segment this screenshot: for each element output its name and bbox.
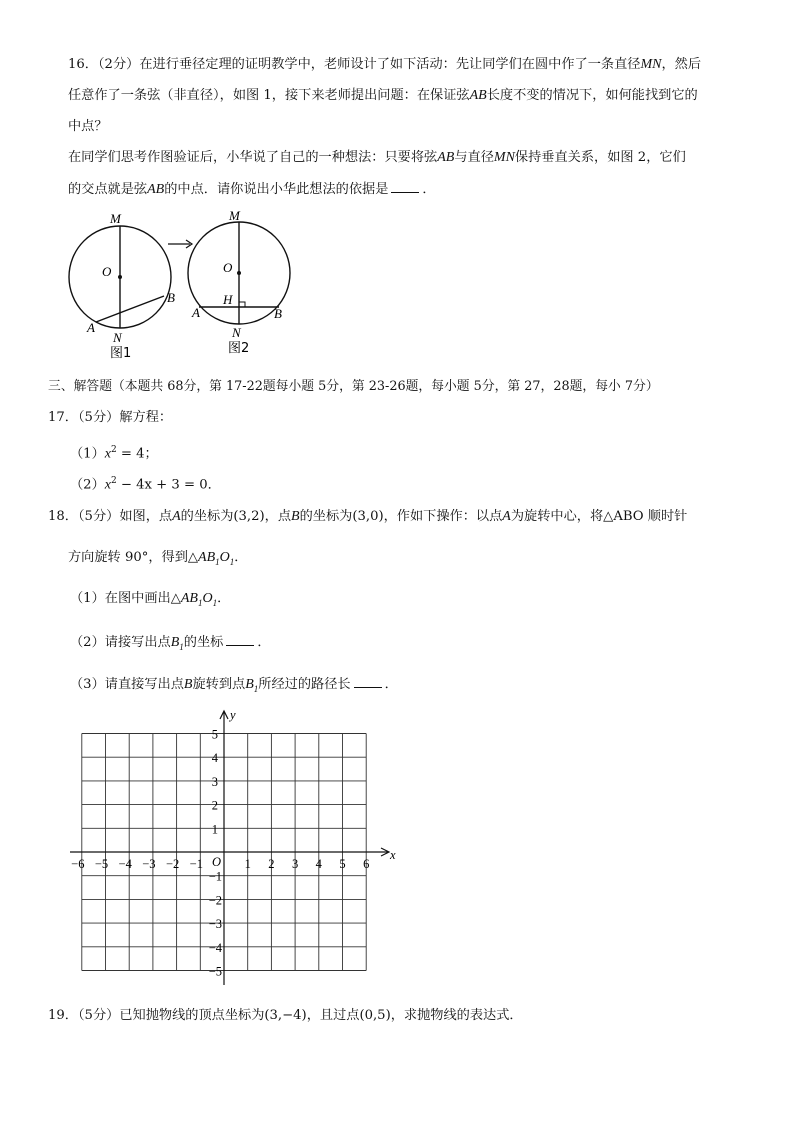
x-tick-label: −4 [118,857,132,871]
q19-point: (0,5) [359,1008,391,1023]
q16-text: 长度不变的情况下，如何能找到它的 [486,88,698,103]
q17-number: 17． [48,410,78,425]
q19-text: ，求抛物线的表达式． [390,1008,523,1023]
y-tick-label: 2 [211,798,218,813]
x-tick-label: −1 [189,857,203,871]
answer-blank [226,633,254,646]
var-b1: $B_1$ [170,635,184,652]
q19-score: （5分） [77,1008,120,1023]
var-ab: AB [469,88,487,103]
fig1-caption: 图1 [110,346,132,361]
q18-p3-text: 旋转到点 [192,677,246,692]
circle-figures [60,205,300,365]
q18-p2-label: （2） [70,635,105,650]
section-heading: 三、解答题（本题共 68分，第 17-22题每小题 5分，第 23-26题，每小题 5分，第 27，28题，每小 7分） [48,379,659,394]
x-tick-label: 3 [291,857,299,871]
q18-coord-b: (3,0) [352,509,384,524]
y-tick-label: −4 [208,940,222,955]
var-ab1o1: $AB_1O_1$ [198,550,235,567]
var-ab: AB [437,150,455,165]
q16-text: ． [422,182,436,197]
x-tick-label: −6 [71,857,85,871]
q18-text: 如图，点 [119,509,173,524]
q16-text: 保持垂直关系，如图 2，它们 [514,150,686,165]
q16-score: （2分） [97,57,140,72]
q17-part2: $(2)x^2 - 4x + 3 = 0$． [70,476,221,493]
q18-part3: （3）请直接写出点B旋转到点$B_1$所经过的路径长 ． [70,677,398,694]
q16-line4 [68,149,686,167]
q18-line1 [48,508,687,526]
q16-line2 [68,87,698,105]
q19-line [48,1007,523,1025]
var-a: A [502,509,511,524]
var-b: B [291,509,300,524]
q19-vertex: (3,−4) [264,1008,307,1023]
fig2-label-h: H [223,292,233,307]
q18-p3-text: 请直接写出点 [104,677,184,692]
q17-p1-label: （1） [70,446,105,462]
q17-part1: $(1)x^2 = 4$； [70,445,158,462]
q18-text: ，作如下操作：以点 [383,509,503,524]
q16-text: 的中点．请你说出小华此想法的依据是 [164,182,389,197]
fig2-caption: 图2 [228,341,250,356]
q16-text: 在进行垂径定理的证明教学中，老师设计了如下活动：先让同学们在圆中作了一条直径 [139,57,641,72]
y-tick-label: 5 [211,727,218,742]
q17-p1-eq: = 4； [120,446,158,462]
q16-text: 的交点就是弦 [68,182,148,197]
q18-p2-text: 请接写出点 [104,635,171,650]
q17-prompt: 解方程： [119,410,173,425]
var-b1: $B_1$ [245,677,259,694]
y-tick-label: −5 [208,964,222,979]
x-tick-label: −3 [142,857,156,871]
q17-score: （5分） [77,410,120,425]
var-x: x [104,446,111,462]
q16-text: 在同学们思考作图验证后，小华说了自己的一种想法：只要将弦 [68,150,438,165]
q16-number: 16． [68,57,98,72]
fig1-label-a: A [87,320,95,335]
x-tick-label: 1 [244,857,251,871]
q18-number: 18． [48,509,78,524]
q17-p2-label: （2） [70,477,105,493]
var-ab1o1: $AB_1O_1$ [180,591,218,608]
fig1-label-o: O [102,264,112,279]
y-tick-label: −1 [208,869,222,884]
fig1-center-dot [118,275,122,279]
q18-text: 为旋转中心，将△ABO 顺时针 [510,509,688,524]
q16-line3: 中点？ [68,119,108,134]
right-angle-mark [239,302,245,307]
fig2-label-a: A [192,305,200,320]
var-mn: MN [493,150,515,165]
y-tick-label: 1 [211,822,218,837]
q18-p1-text: 在图中画出△ [104,591,181,606]
q18-text: 的坐标为 [180,509,234,524]
origin-label: O [212,855,222,869]
q18-p3-text: 所经过的路径长 [258,677,351,692]
y-tick-label: −3 [208,917,222,932]
q19-text: 已知抛物线的顶点坐标为 [119,1008,265,1023]
q18-p2-text: 的坐标 [183,635,224,650]
q18-line2: 方向旋转 90°，得到$\triangle AB_1O_1$． [68,550,248,567]
var-x: x [104,477,111,493]
var-a: A [172,509,181,524]
y-tick-labels [209,728,223,979]
q18-p1-label: （1） [70,591,105,606]
q16-text: 任意作了一条弦（非直径），如图 1，接下来老师提出问题：在保证弦 [68,88,470,103]
x-tick-label: 6 [363,857,370,871]
q18-score: （5分） [77,509,120,524]
q18-text: ，点 [264,509,292,524]
q16-text: 与直径 [454,150,494,165]
q18-text: 的坐标为 [299,509,353,524]
x-tick-label: 4 [315,857,322,871]
fig2-label-b: B [274,306,282,321]
x-tick-label: −2 [165,857,180,871]
fig2-label-o: O [223,260,233,275]
answer-blank [391,180,419,193]
y-tick-label: −2 [208,893,222,908]
x-tick-label: 2 [268,857,275,871]
x-axis-label: x [390,848,396,862]
q18-p3-label: （3） [70,677,105,692]
var-b: B [183,677,193,692]
var-mn: MN [640,57,662,72]
q18-coord-a: (3,2) [233,509,265,524]
y-axis-label: y [230,708,236,722]
y-tick-label: 3 [211,774,218,789]
fig1-label-n: N [113,330,122,345]
y-tick-label: 4 [211,751,218,766]
q18-part2: （2）请接写出点$B_1$的坐标 ． [70,635,271,652]
x-tick-label: 5 [339,857,346,871]
fig2-label-m: M [229,208,240,223]
q17-line [48,409,172,427]
q16-line1 [68,56,701,74]
answer-blank [354,675,382,688]
q19-text: ，且过点 [306,1008,360,1023]
fig1-label-m: M [110,211,121,226]
coordinate-grid [60,705,410,995]
q16-line5 [68,180,436,199]
x-tick-label: −5 [94,857,109,871]
q16-text: ，然后 [661,57,702,72]
q17-p2-eq: − 4x + 3 = 0． [120,477,221,493]
q18-part1: （1）在图中画出$\triangle AB_1O_1$． [70,591,231,608]
fig2-label-n: N [232,325,241,340]
q19-number: 19． [48,1008,78,1023]
var-ab: AB [147,182,165,197]
fig1-label-b: B [167,290,175,305]
fig2-center-dot [237,271,241,275]
q18-text: 方向旋转 90°，得到△ [68,550,199,565]
fig1-chord [96,296,164,322]
